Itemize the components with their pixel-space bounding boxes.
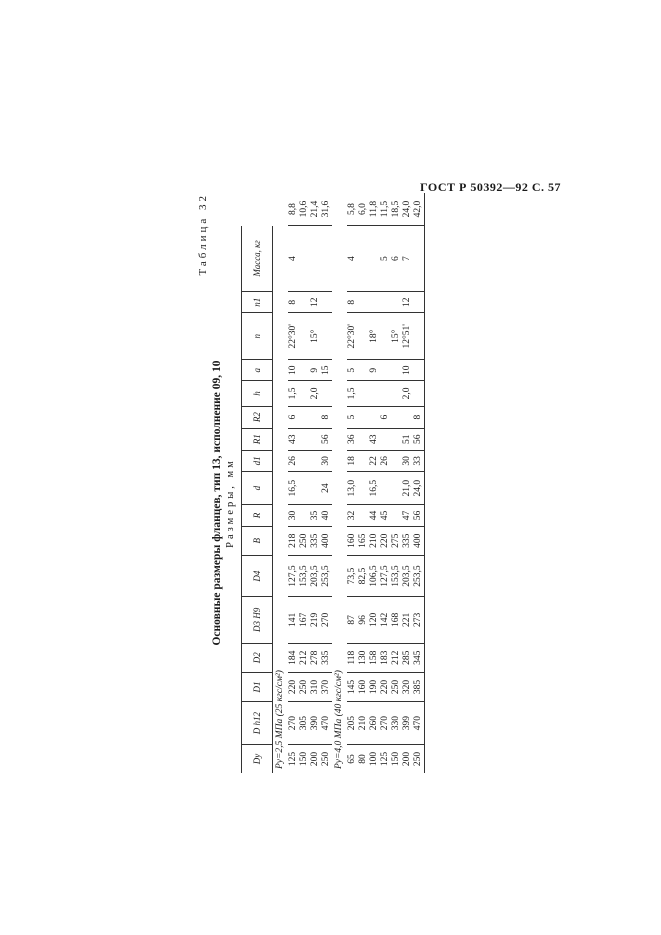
table-cell	[299, 450, 310, 471]
table-cell: 45	[380, 505, 391, 526]
column-header: D1	[242, 672, 273, 701]
table-cell: 145	[347, 672, 358, 701]
column-header: B	[242, 526, 273, 555]
column-header: d	[242, 472, 273, 505]
column-header: R2	[242, 406, 273, 428]
table-cell: 15	[321, 360, 332, 381]
table-cell	[299, 226, 310, 292]
column-header: n1	[242, 292, 273, 313]
table-row	[347, 193, 358, 773]
table-cell: 218	[288, 526, 299, 555]
table-cell: 220	[380, 526, 391, 555]
table-cell: 184	[288, 643, 299, 672]
table-cell	[299, 472, 310, 505]
table-cell: 35	[310, 505, 321, 526]
table-cell: 11,8	[369, 193, 380, 226]
table-cell: 275	[391, 526, 402, 555]
table-cell	[358, 428, 369, 450]
table-row	[299, 193, 310, 773]
table-cell: 43	[369, 428, 380, 450]
table-cell: 13,0	[347, 472, 358, 505]
column-header: D4	[242, 555, 273, 596]
column-header: d1	[242, 450, 273, 471]
table-cell: 212	[391, 643, 402, 672]
table-cell: 30	[321, 450, 332, 471]
table-cell: 273	[413, 597, 425, 643]
table-cell: 5	[380, 226, 391, 292]
table-cell: 253,5	[413, 555, 425, 596]
table-cell: 305	[299, 702, 310, 745]
table-row	[402, 193, 413, 773]
table-cell	[310, 472, 321, 505]
table-cell: 15°	[310, 313, 321, 360]
table-cell: 203,5	[402, 555, 413, 596]
table-cell: 5,8	[347, 193, 358, 226]
table-cell	[369, 381, 380, 406]
table-cell: 5	[347, 360, 358, 381]
table-cell: 73,5	[347, 555, 358, 596]
table-cell: 22	[369, 450, 380, 471]
section-body-25mpa	[273, 193, 333, 773]
table-cell: 6	[391, 226, 402, 292]
table-row	[391, 193, 402, 773]
table-cell	[310, 428, 321, 450]
table-cell	[380, 313, 391, 360]
table-cell: 130	[358, 643, 369, 672]
table-cell: 80	[358, 754, 368, 764]
table-cell	[299, 406, 310, 428]
table-cell	[299, 428, 310, 450]
table-cell	[391, 406, 402, 428]
table-cell: 42,0	[413, 193, 425, 226]
table-cell	[310, 406, 321, 428]
table-cell: 21,0	[402, 472, 413, 505]
table-cell	[358, 505, 369, 526]
section-row	[332, 193, 347, 773]
table-cell	[369, 406, 380, 428]
table-cell	[321, 313, 332, 360]
table-cell: 12	[402, 292, 413, 313]
table-cell: 22°30'	[288, 313, 299, 360]
table-cell: 400	[413, 526, 425, 555]
table-cell: 32	[347, 505, 358, 526]
table-cell: 219	[310, 597, 321, 643]
table-row	[310, 193, 321, 773]
table-cell: 10	[402, 360, 413, 381]
table-cell: 8	[347, 292, 358, 313]
table-cell: 7	[402, 226, 413, 292]
table-cell	[380, 292, 391, 313]
table-cell: 5	[347, 406, 358, 428]
table-cell: 335	[321, 643, 332, 672]
table-cell: 221	[402, 597, 413, 643]
table-cell: 87	[347, 597, 358, 643]
table-cell	[391, 381, 402, 406]
table-units: Размеры, мм	[225, 458, 236, 548]
table-cell: 4	[288, 226, 299, 292]
section-label: Py=4,0 МПа (40 кгс/см²)	[334, 670, 344, 769]
table-cell: 250	[299, 526, 310, 555]
table-number: Таблица 32	[197, 193, 209, 276]
table-cell: 200	[310, 751, 320, 767]
table-row	[358, 193, 369, 773]
table-cell: 335	[310, 526, 321, 555]
table-cell	[358, 360, 369, 381]
table-cell	[369, 226, 380, 292]
table-cell: 330	[391, 702, 402, 745]
table-cell	[299, 292, 310, 313]
table-cell: 43	[288, 428, 299, 450]
table-cell: 21,4	[310, 193, 321, 226]
table-cell: 399	[402, 702, 413, 745]
table-cell: 26	[288, 450, 299, 471]
table-row	[369, 193, 380, 773]
table-cell: 158	[369, 643, 380, 672]
table-row	[380, 193, 391, 773]
rotated-table-block	[197, 193, 437, 773]
column-header: R	[242, 505, 273, 526]
table-cell	[413, 381, 425, 406]
table-cell: 270	[380, 702, 391, 745]
section-row	[273, 193, 289, 773]
table-cell: 4	[347, 226, 358, 292]
table-cell: 385	[413, 672, 425, 701]
table-cell	[358, 226, 369, 292]
table-cell	[299, 313, 310, 360]
table-cell: 33	[413, 450, 425, 471]
table-cell: 56	[413, 428, 425, 450]
table-cell	[299, 381, 310, 406]
table-cell: 220	[380, 672, 391, 701]
table-cell: 285	[402, 643, 413, 672]
table-cell: 6,0	[358, 193, 369, 226]
table-cell: 190	[369, 672, 380, 701]
table-cell	[402, 406, 413, 428]
table-cell	[358, 472, 369, 505]
table-cell: 390	[310, 702, 321, 745]
table-cell	[321, 292, 332, 313]
table-cell	[299, 505, 310, 526]
table-cell: 24,0	[413, 472, 425, 505]
table-cell	[391, 428, 402, 450]
table-cell: 18,5	[391, 193, 402, 226]
column-header: n	[242, 313, 273, 360]
table-cell: 250	[391, 672, 402, 701]
table-cell: 18°	[369, 313, 380, 360]
table-cell: 120	[369, 597, 380, 643]
table-cell: 270	[288, 702, 299, 745]
table-row	[413, 193, 425, 773]
table-cell: 106,5	[369, 555, 380, 596]
table-cell: 260	[369, 702, 380, 745]
table-cell: 127,5	[380, 555, 391, 596]
table-cell: 142	[380, 597, 391, 643]
table-cell: 30	[402, 450, 413, 471]
table-cell: 400	[321, 526, 332, 555]
table-cell: 118	[347, 643, 358, 672]
table-cell: 9	[310, 360, 321, 381]
table-cell: 127,5	[288, 555, 299, 596]
table-cell: 18	[347, 450, 358, 471]
table-cell: 210	[358, 702, 369, 745]
table-cell: 16,5	[369, 472, 380, 505]
table-cell	[380, 381, 391, 406]
table-cell	[391, 360, 402, 381]
table-title: Основные размеры фланцев, тип 13, исполнение 09, 10	[211, 360, 223, 646]
table-cell: 250	[413, 745, 425, 773]
table-cell	[299, 360, 310, 381]
table-cell: 200	[402, 751, 412, 767]
table-cell: 210	[369, 526, 380, 555]
table-cell: 470	[321, 702, 332, 745]
table-cell: 11,5	[380, 193, 391, 226]
column-header: Dy	[242, 745, 273, 773]
table-cell: 2,0	[402, 381, 413, 406]
table-cell: 345	[413, 643, 425, 672]
column-header: D3 H9	[242, 597, 273, 643]
column-header: h	[242, 381, 273, 406]
table-cell: 168	[391, 597, 402, 643]
table-cell: 125	[380, 751, 390, 767]
table-cell: 96	[358, 597, 369, 643]
table-cell: 320	[402, 672, 413, 701]
table-cell: 212	[299, 643, 310, 672]
table-cell	[413, 313, 425, 360]
table-header-row	[242, 193, 273, 773]
table-cell: 24,0	[402, 193, 413, 226]
table-cell: 44	[369, 505, 380, 526]
table-cell: 8,8	[288, 193, 299, 226]
table-cell: 470	[413, 702, 425, 745]
table-cell	[380, 428, 391, 450]
table-cell: 26	[380, 450, 391, 471]
table-cell: 36	[347, 428, 358, 450]
column-header: D h12	[242, 702, 273, 745]
table-cell: 141	[288, 597, 299, 643]
table-cell: 125	[288, 751, 298, 767]
table-cell	[413, 292, 425, 313]
table-cell: 220	[288, 672, 299, 701]
table-row	[321, 193, 332, 773]
table-cell: 22°30'	[347, 313, 358, 360]
table-cell: 310	[310, 672, 321, 701]
table-cell: 9	[369, 360, 380, 381]
table-cell	[310, 226, 321, 292]
column-header: Масса, кг	[242, 226, 273, 292]
table-cell: 51	[402, 428, 413, 450]
table-cell: 270	[321, 597, 332, 643]
table-cell: 56	[413, 505, 425, 526]
table-cell	[321, 381, 332, 406]
table-cell: 1,5	[347, 381, 358, 406]
table-cell	[391, 450, 402, 471]
table-cell: 47	[402, 505, 413, 526]
table-cell	[358, 313, 369, 360]
table-cell: 165	[358, 526, 369, 555]
table-cell: 250	[299, 672, 310, 701]
table-cell	[358, 406, 369, 428]
table-cell	[391, 472, 402, 505]
table-cell	[358, 292, 369, 313]
table-cell	[358, 381, 369, 406]
table-cell: 40	[321, 505, 332, 526]
table-cell: 1,5	[288, 381, 299, 406]
table-cell	[413, 226, 425, 292]
table-cell: 278	[310, 643, 321, 672]
section-body-40mpa	[332, 193, 425, 773]
table-cell: 65	[347, 754, 357, 764]
table-cell: 160	[358, 672, 369, 701]
table-cell: 8	[321, 406, 332, 428]
table-cell: 12°51'	[402, 313, 413, 360]
section-label: Py=2,5 МПа (25 кгс/см²)	[275, 670, 285, 769]
table-cell: 10	[288, 360, 299, 381]
table-row	[288, 193, 299, 773]
table-cell: 183	[380, 643, 391, 672]
table-cell: 82,5	[358, 555, 369, 596]
table-cell: 203,5	[310, 555, 321, 596]
table-cell: 167	[299, 597, 310, 643]
table-cell: 12	[310, 292, 321, 313]
table-cell: 153,5	[299, 555, 310, 596]
page-header: ГОСТ Р 50392—92 С. 57	[420, 180, 561, 194]
table-cell	[380, 472, 391, 505]
table-cell: 6	[380, 406, 391, 428]
table-cell	[391, 505, 402, 526]
table-cell: 2,0	[310, 381, 321, 406]
table-cell: 6	[288, 406, 299, 428]
table-cell: 370	[321, 672, 332, 701]
table-cell: 205	[347, 702, 358, 745]
table-cell: 10,6	[299, 193, 310, 226]
table-cell	[413, 360, 425, 381]
table-cell: 30	[288, 505, 299, 526]
table-cell: 8	[288, 292, 299, 313]
table-cell: 150	[391, 751, 401, 767]
table-cell	[321, 226, 332, 292]
table-cell: 153,5	[391, 555, 402, 596]
table-cell	[369, 292, 380, 313]
column-header: R1	[242, 428, 273, 450]
table-cell: 335	[402, 526, 413, 555]
table-cell: 8	[413, 406, 425, 428]
table-cell: 16,5	[288, 472, 299, 505]
table-cell	[358, 450, 369, 471]
table-cell: 250	[321, 751, 331, 767]
table-cell: 100	[369, 751, 379, 767]
column-header: a	[242, 360, 273, 381]
table-cell	[380, 360, 391, 381]
table-cell: 24	[321, 472, 332, 505]
table-cell: 150	[299, 751, 309, 767]
table-cell: 160	[347, 526, 358, 555]
table-cell: 56	[321, 428, 332, 450]
table-cell: 253,5	[321, 555, 332, 596]
table-cell: 15°	[391, 313, 402, 360]
table-cell	[391, 292, 402, 313]
table-cell: 31,6	[321, 193, 332, 226]
flange-dimensions-table	[241, 193, 425, 773]
table-cell	[310, 450, 321, 471]
column-header: D2	[242, 643, 273, 672]
